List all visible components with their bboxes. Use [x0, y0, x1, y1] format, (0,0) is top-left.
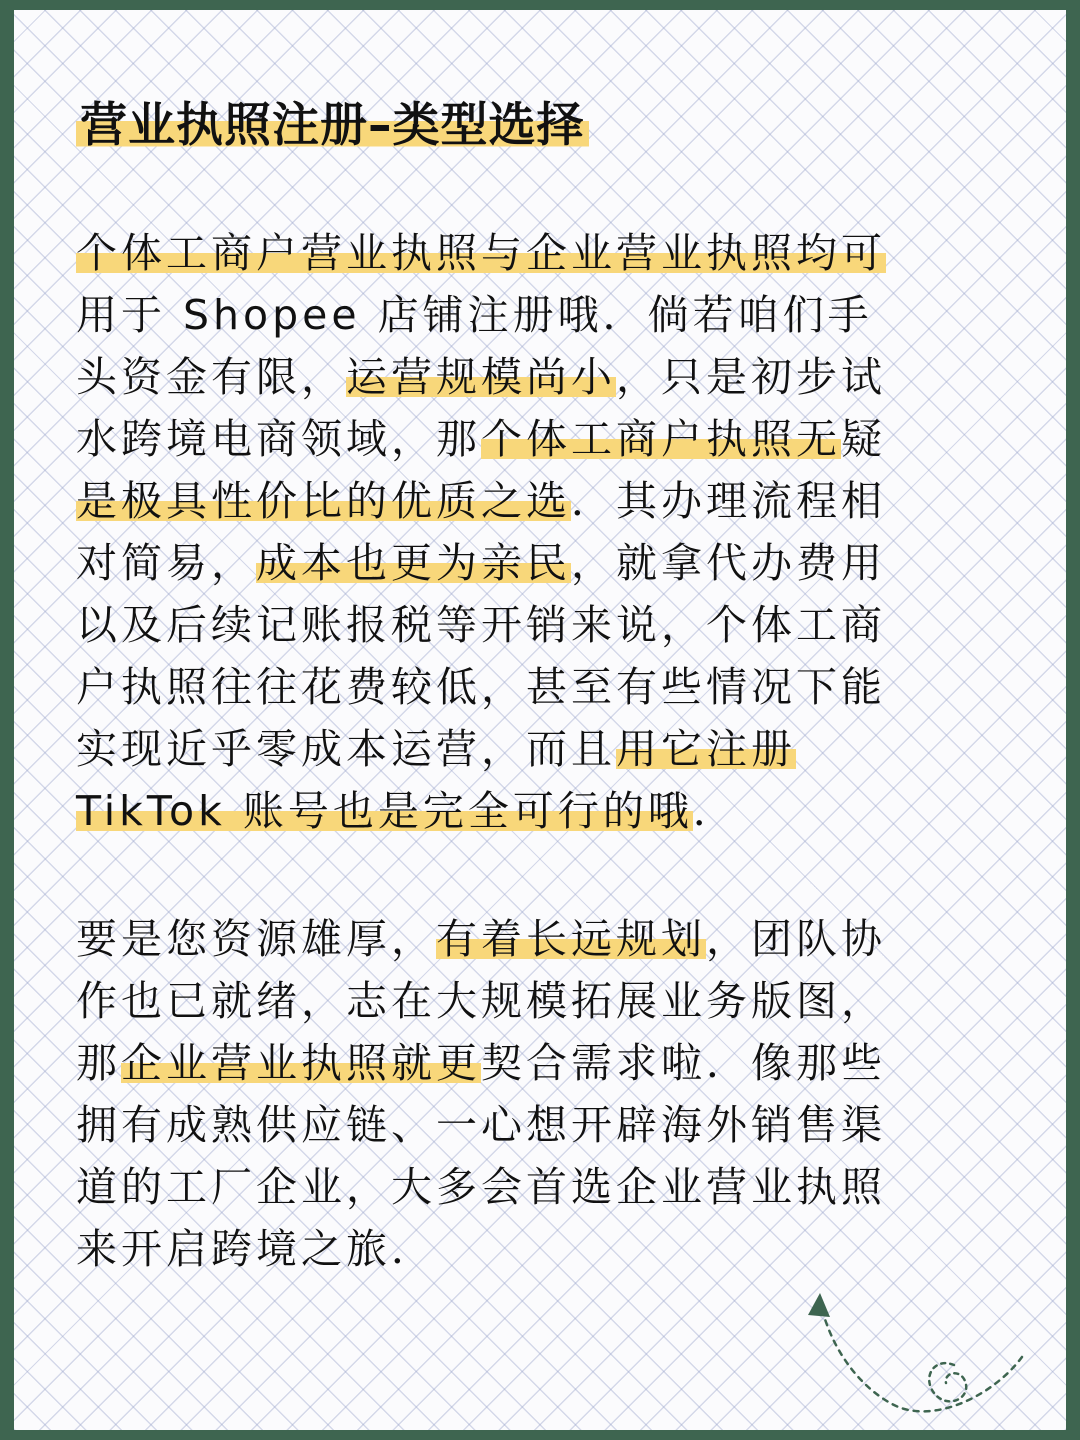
line-text: 疑	[841, 415, 886, 463]
text-line	[76, 1094, 1016, 1156]
text-line	[76, 970, 1016, 1032]
highlighted-text: 成本也更为亲民	[256, 539, 571, 587]
line-text: ，团队协	[706, 915, 886, 963]
line-text: 来开启跨境之旅．	[76, 1225, 436, 1273]
line-text: 那	[76, 1039, 121, 1087]
line-text: 作也已就绪，志在大规模拓展业务版图，	[76, 977, 886, 1025]
line-text: ．	[692, 787, 738, 835]
text-line	[76, 908, 1016, 970]
highlighted-text: 企业营业执照就更	[121, 1039, 481, 1087]
highlighted-text: 有着长远规划	[436, 915, 706, 963]
text-line	[76, 1218, 1016, 1280]
line-text: ，就拿代办费用	[571, 539, 886, 587]
title-text: 营业执照注册–类型选择	[76, 98, 589, 153]
text-line	[76, 470, 1016, 532]
line-text: ．其办理流程相	[571, 477, 886, 525]
line-text: 对简易，	[76, 539, 256, 587]
text-line	[76, 222, 1016, 284]
highlighted-text: 个体工商户营业执照与企业营业执照均可	[76, 229, 886, 277]
line-text: 用于 Shopee 店铺注册哦．倘若咱们手	[76, 291, 873, 339]
highlighted-text: TikTok 账号也是完全可行的哦	[76, 787, 693, 835]
line-text: 契合需求啦．像那些	[481, 1039, 886, 1087]
line-text: 道的工厂企业，大多会首选企业营业执照	[76, 1163, 886, 1211]
text-line	[76, 1156, 1016, 1218]
text-line	[76, 780, 1016, 842]
text-line	[76, 594, 1016, 656]
line-text: 要是您资源雄厚，	[76, 915, 436, 963]
highlighted-text: 用它注册	[616, 725, 796, 773]
line-text: 实现近乎零成本运营，而且	[76, 725, 616, 773]
paragraph-2	[76, 908, 1016, 1280]
line-text: ，只是初步试	[616, 353, 886, 401]
text-line	[76, 656, 1016, 718]
line-text: 水跨境电商领域，那	[76, 415, 481, 463]
highlighted-text: 是极具性价比的优质之选	[76, 477, 571, 525]
dashed-curved-arrow-icon	[794, 1285, 1034, 1435]
text-line	[76, 532, 1016, 594]
text-line	[76, 718, 1016, 780]
text-line	[76, 408, 1016, 470]
line-text: 以及后续记账报税等开销来说，个体工商	[76, 601, 886, 649]
text-line	[76, 1032, 1016, 1094]
paragraph-1	[76, 222, 1016, 842]
line-text: 户执照往往花费较低，甚至有些情况下能	[76, 663, 886, 711]
highlighted-text: 个体工商户执照无	[481, 415, 841, 463]
line-text: 拥有成熟供应链、一心想开辟海外销售渠	[76, 1101, 886, 1149]
line-text: 头资金有限，	[76, 353, 346, 401]
text-line	[76, 346, 1016, 408]
text-line	[76, 284, 1016, 346]
page-title	[76, 96, 589, 156]
highlighted-text: 运营规模尚小	[346, 353, 616, 401]
